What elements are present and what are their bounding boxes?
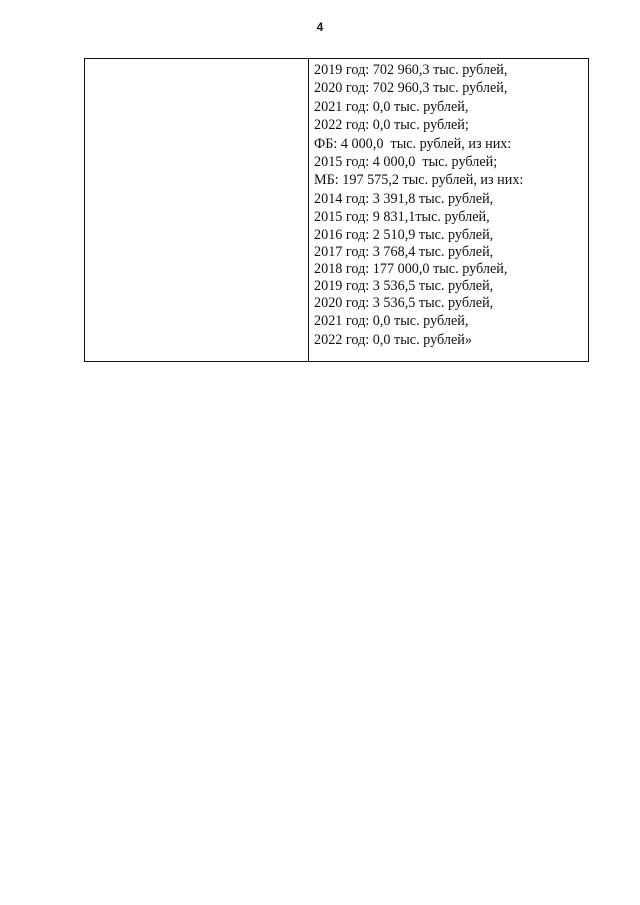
funding-line: 2021 год: 0,0 тыс. рублей,: [314, 313, 469, 330]
funding-line: 2016 год: 2 510,9 тыс. рублей,: [314, 226, 494, 243]
funding-line: 2019 год: 3 536,5 тыс. рублей,: [314, 278, 494, 295]
funding-line: 2020 год: 3 536,5 тыс. рублей,: [314, 295, 494, 312]
funding-line: 2015 год: 9 831,1тыс. рублей,: [314, 209, 490, 226]
page-number: 4: [316, 20, 324, 34]
table-left-cell: [85, 59, 309, 361]
funding-line: 2022 год: 0,0 тыс. рублей;: [314, 117, 469, 134]
funding-line: 2022 год: 0,0 тыс. рублей»: [314, 331, 472, 348]
funding-line: 2017 год: 3 768,4 тыс. рублей,: [314, 243, 494, 260]
funding-line: 2015 год: 4 000,0 тыс. рублей;: [314, 153, 498, 170]
table-right-cell: [309, 59, 588, 361]
funding-line: ФБ: 4 000,0 тыс. рублей, из них:: [314, 135, 512, 152]
funding-line: 2019 год: 702 960,3 тыс. рублей,: [314, 62, 508, 78]
funding-table: [84, 58, 589, 362]
funding-line: 2018 год: 177 000,0 тыс. рублей,: [314, 260, 508, 277]
funding-line: 2021 год: 0,0 тыс. рублей,: [314, 98, 469, 115]
funding-line: МБ: 197 575,2 тыс. рублей, из них:: [314, 172, 524, 189]
funding-line: 2014 год: 3 391,8 тыс. рублей,: [314, 190, 494, 207]
funding-line: 2020 год: 702 960,3 тыс. рублей,: [314, 80, 508, 97]
